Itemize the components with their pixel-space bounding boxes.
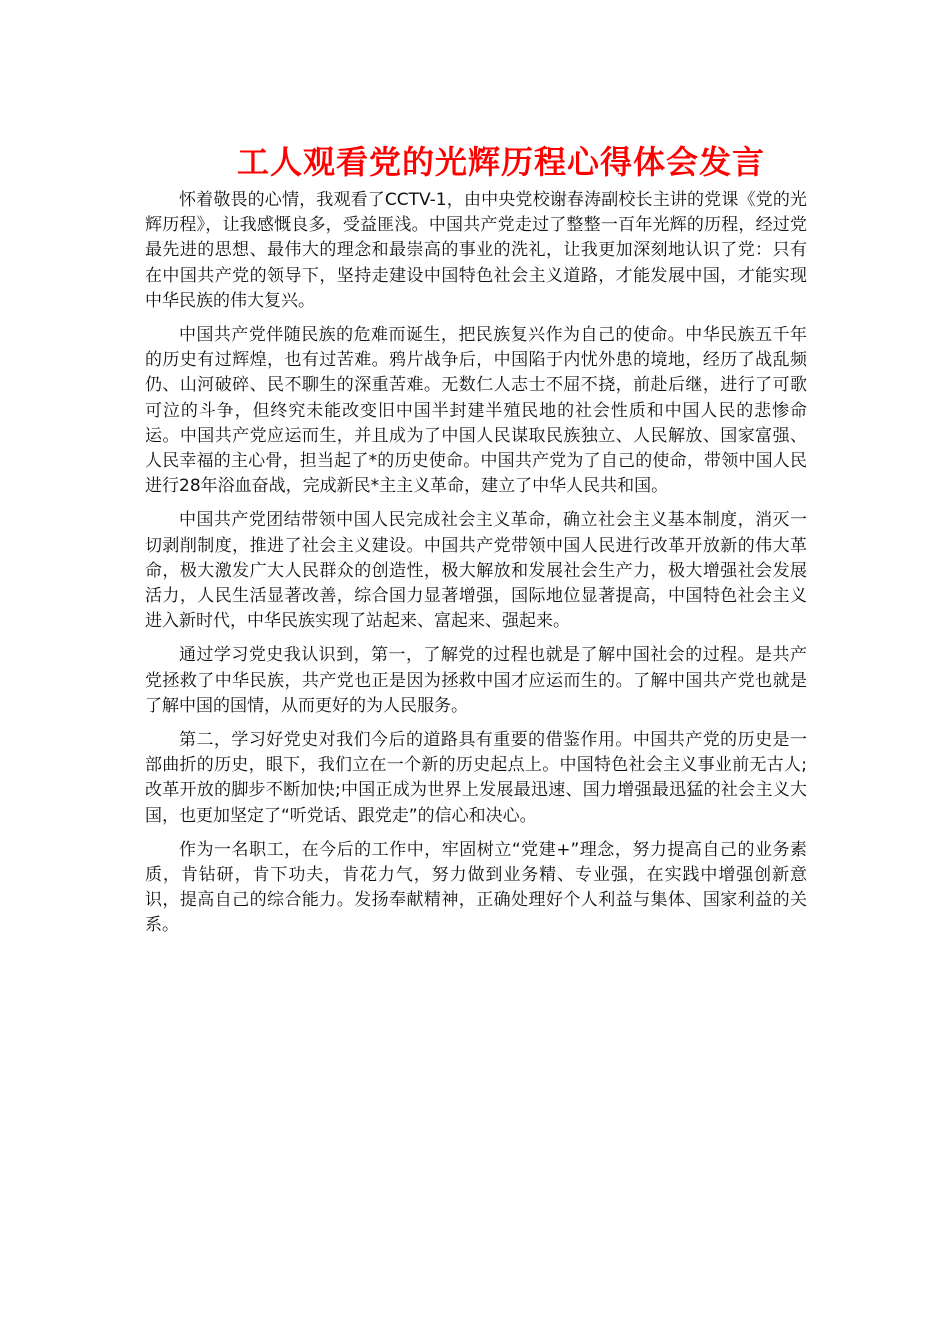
document-body bbox=[145, 188, 807, 948]
paragraph-1: 怀着敬畏的心情，我观看了CCTV-1，由中央党校谢春涛副校长主讲的党课《党的光辉历程》，让我感慨良多，受益匪浅。中国共产党走过了整整一百年光辉的历程，经过党最先进的思想、最伟大的理念和最崇高的事业的洗礼，让我更加深刻地认识了党：只有在中国共产党的领导下，坚持走建设中国特色社会主义道路，才能发展中国，才能实现中华民族的伟大复兴。 bbox=[145, 190, 807, 311]
paragraph-6: 作为一名职工，在今后的工作中，牢固树立“党建+”理念，努力提高自己的业务素质，肯钻研，肯下功夫，肯花力气，努力做到业务精、专业强，在实践中增强创新意识，提高自己的综合能力。发扬奉献精神，正确处理好个人利益与集体、国家利益的关系。 bbox=[145, 839, 807, 936]
paragraph-4: 通过学习党史我认识到，第一，了解党的过程也就是了解中国社会的过程。是共产党拯救了中华民族，共产党也正是因为拯救中国才应运而生的。了解中国共产党也就是了解中国的国情，从而更好的为人民服务。 bbox=[145, 645, 807, 716]
paragraph-3: 中国共产党团结带领中国人民完成社会主义革命，确立社会主义基本制度，消灭一切剥削制度，推进了社会主义建设。中国共产党带领中国人民进行改革开放新的伟大革命，极大激发广大人民群众的创造性，极大解放和发展社会生产力，极大增强社会发展活力，人民生活显著改善，综合国力显著增强，国际地位显著提高，中国特色社会主义进入新时代，中华民族实现了站起来、富起来、强起来。 bbox=[145, 510, 807, 632]
paragraph-5: 第二，学习好党史对我们今后的道路具有重要的借鉴作用。中国共产党的历史是一部曲折的历史，眼下，我们立在一个新的历史起点上。中国特色社会主义事业前无古人;改革开放的脚步不断加快;中国正成为世界上发展最迅速、国力增强最迅猛的社会主义大国，也更加坚定了“听党话、跟党走”的信心和决心。 bbox=[145, 730, 807, 826]
paragraph-2: 中国共产党伴随民族的危难而诞生，把民族复兴作为自己的使命。中华民族五千年的历史有过辉煌，也有过苦难。鸦片战争后，中国陷于内忧外患的境地，经历了战乱频仍、山河破碎、民不聊生的深重苦难。无数仁人志士不屈不挠，前赴后继，进行了可歌可泣的斗争，但终究未能改变旧中国半封建半殖民地的社会性质和中国人民的悲惨命运。中国共产党应运而生，并且成为了中国人民谋取民族独立、人民解放、国家富强、人民幸福的主心骨，担当起了*的历史使命。中国共产党为了自己的使命，带领中国人民进行28年浴血奋战，完成新民*主主义革命，建立了中华人民共和国。 bbox=[145, 325, 807, 497]
document-title: 工人观看党的光辉历程心得体会发言 bbox=[236, 143, 765, 181]
